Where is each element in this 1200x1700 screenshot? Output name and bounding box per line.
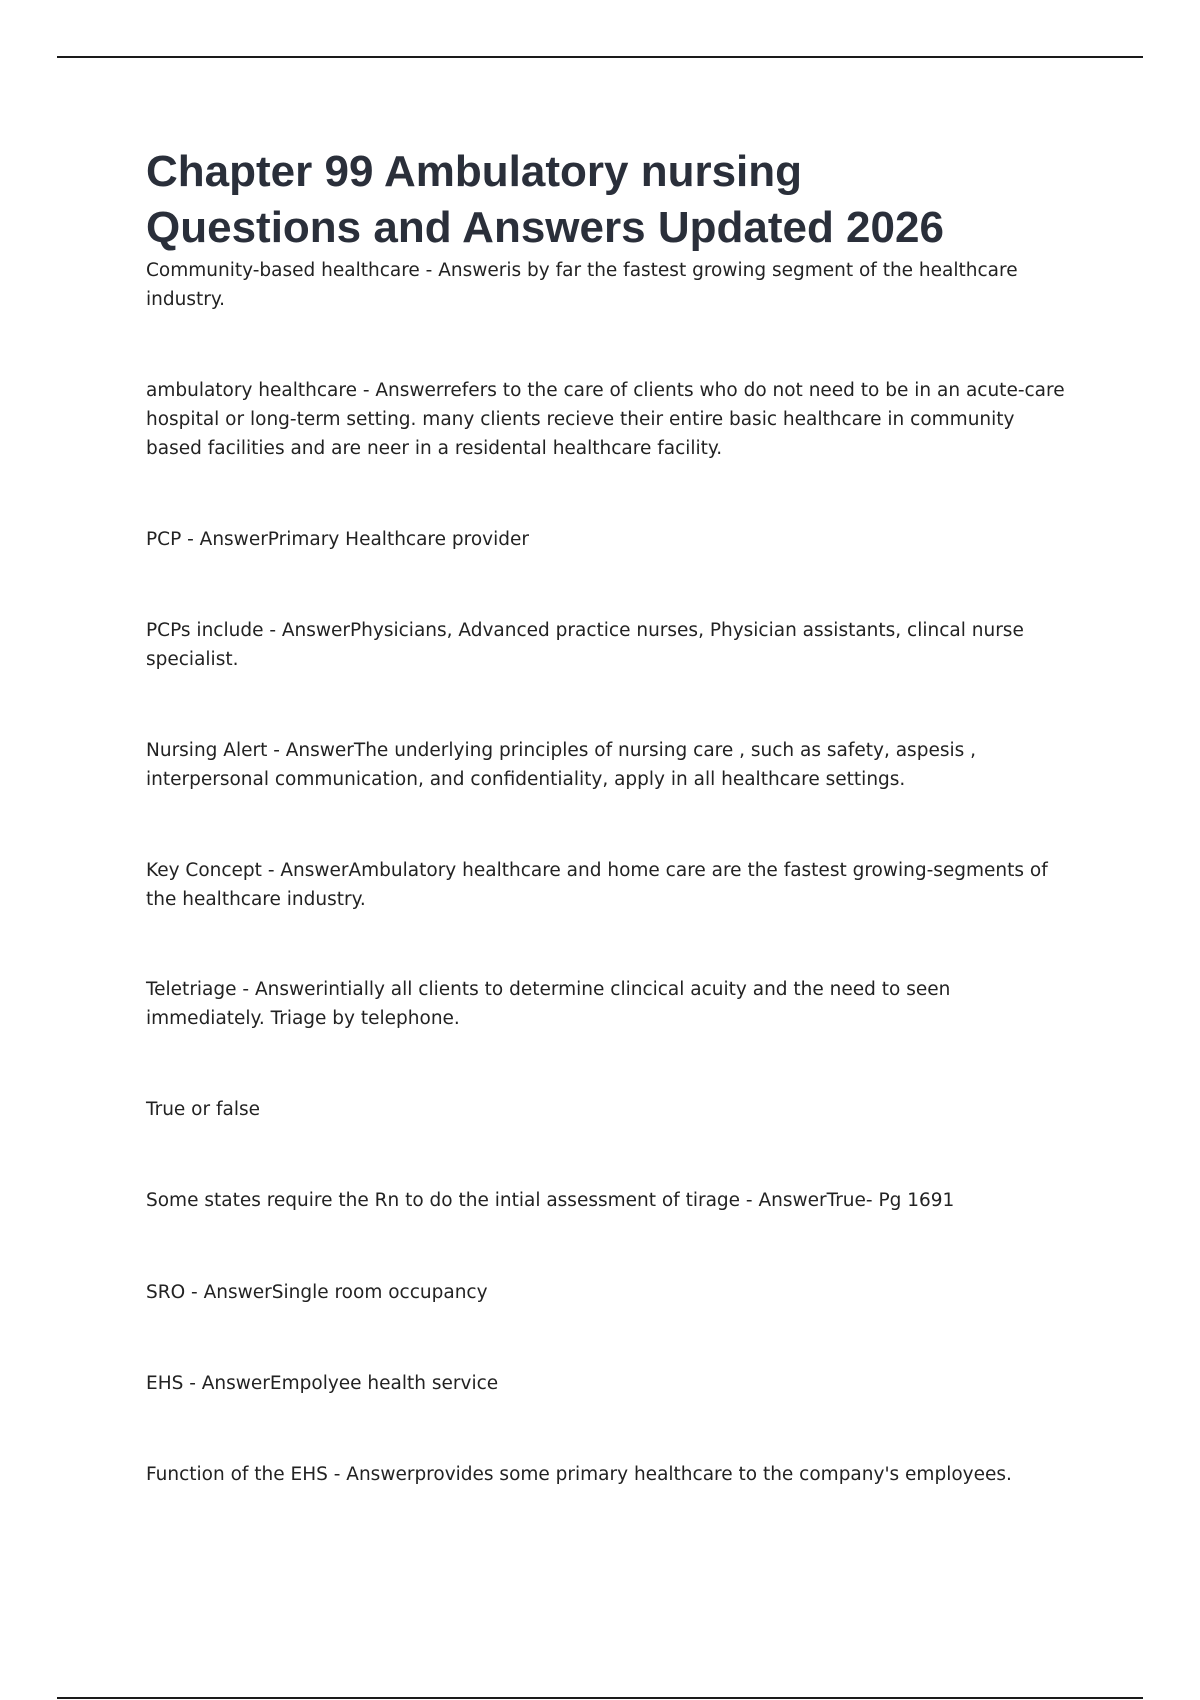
qa-entry-true-or-false: True or false: [146, 1099, 260, 1120]
qa-entry-pcps-include: PCPs include - AnswerPhysicians, Advanced practice nurses, Physician assistants, clincal nurse specialist.: [146, 620, 1024, 670]
top-rule: [57, 56, 1143, 58]
qa-entry-nursing-alert: Nursing Alert - AnswerThe underlying principles of nursing care , such as safety, aspesis , interpersonal communication, and confidentiality, apply in all healthcare settings.: [146, 740, 976, 790]
qa-entry-ambulatory-healthcare: ambulatory healthcare - Answerrefers to the care of clients who do not need to be in an acute-care hospital or long-term setting. many clients recieve their entire basic healthcare in community based facilities and are neer in a residental healthcare facility.: [146, 380, 1065, 459]
title-line-2: Questions and Answers Updated 2026: [146, 203, 944, 252]
qa-entry-ehs: EHS - AnswerEmpolyee health service: [146, 1373, 499, 1394]
bottom-rule: [57, 1697, 1143, 1699]
qa-entry-rn-triage: Some states require the Rn to do the intial assessment of tirage - AnswerTrue- Pg 1691: [146, 1190, 955, 1211]
qa-entry-community-based: Community-based healthcare - Answeris by far the fastest growing segment of the healthcare industry.: [146, 260, 1018, 310]
page-title: [146, 144, 1106, 256]
qa-entry-key-concept: Key Concept - AnswerAmbulatory healthcare and home care are the fastest growing-segments of the healthcare industry.: [146, 860, 1048, 910]
qa-entry-teletriage: Teletriage - Answerintially all clients to determine clincical acuity and the need to seen immediately. Triage by telephone.: [146, 979, 951, 1029]
qa-entry-ehs-function: Function of the EHS - Answerprovides some primary healthcare to the company's employees.: [146, 1464, 1012, 1485]
qa-entry-pcp: PCP - AnswerPrimary Healthcare provider: [146, 529, 529, 550]
title-line-1: Chapter 99 Ambulatory nursing: [146, 147, 803, 196]
qa-entry-sro: SRO - AnswerSingle room occupancy: [146, 1282, 488, 1303]
